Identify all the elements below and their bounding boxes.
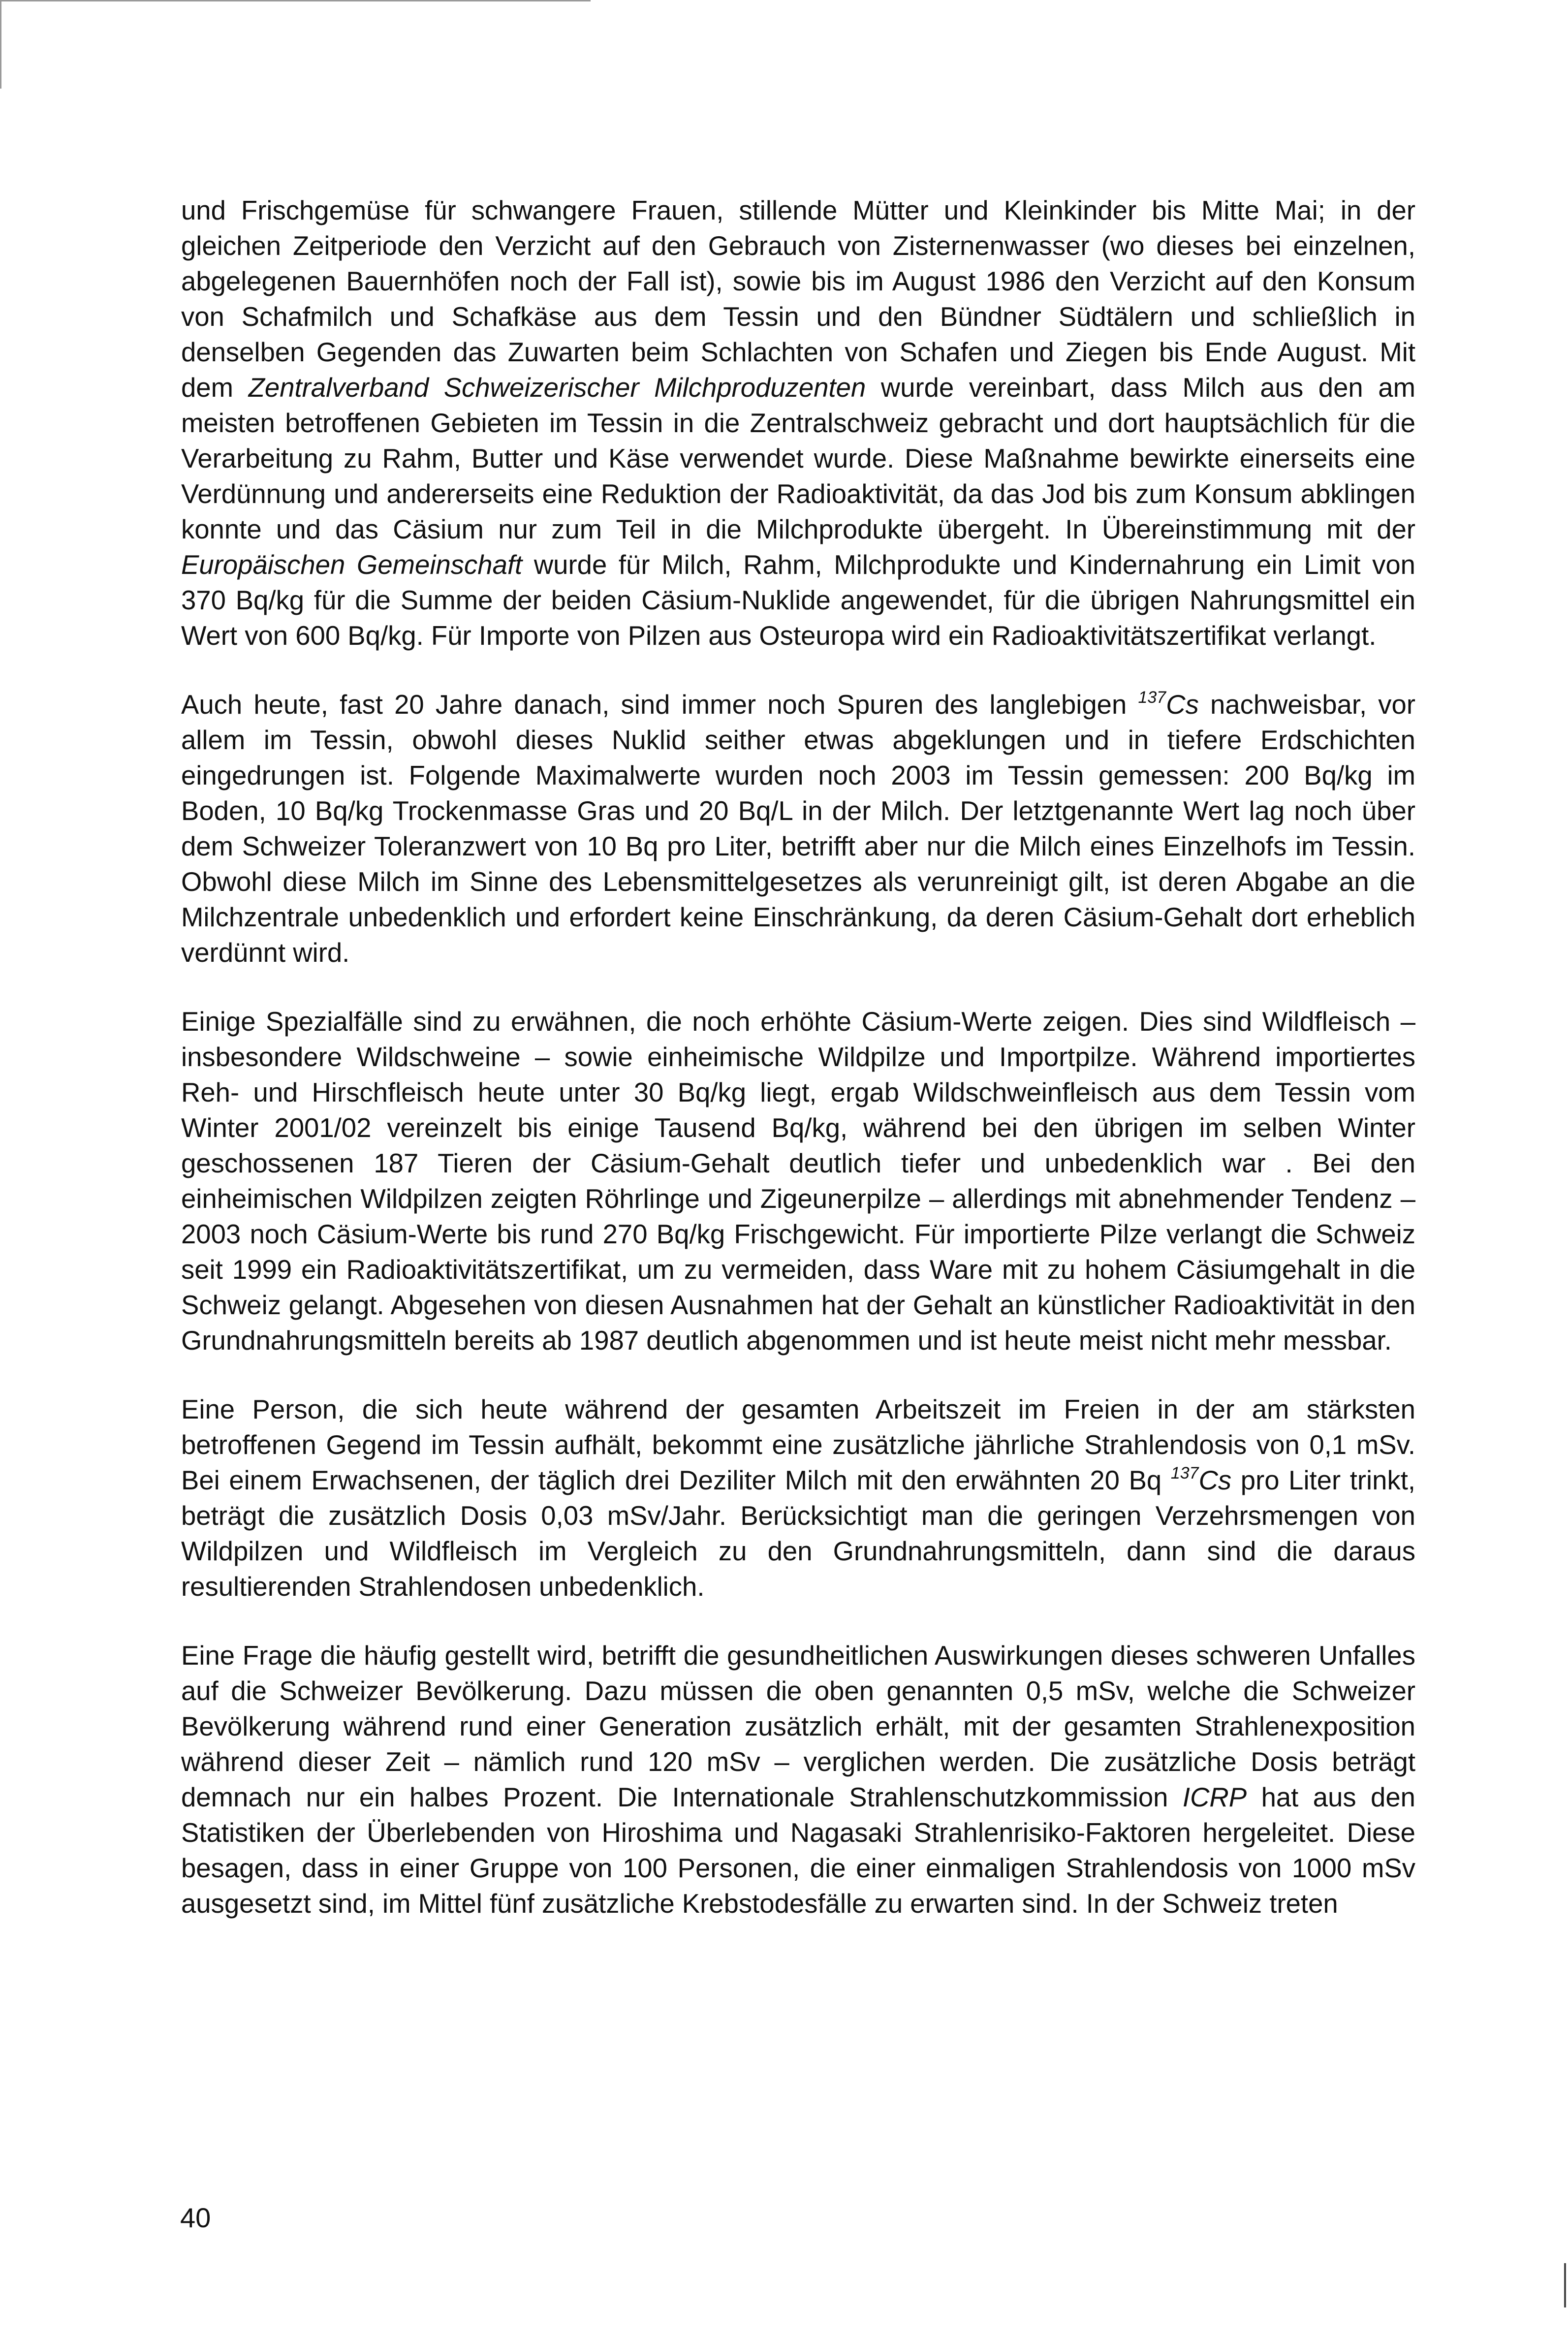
isotope-mass-number: 137 (1170, 1464, 1199, 1483)
italic-organisation-name: Europäischen Gemeinschaft (181, 550, 523, 580)
isotope-symbol: Cs (1198, 1465, 1232, 1495)
scan-edge-left (0, 0, 1, 89)
text-run: wurde für Milch, Rahm, Milchprodukte und Kindernahrung ein Limit von 370 Bq/kg für die Summe der beiden Cäsium-Nuklide angewendet, für die übrigen Nahrungsmittel ein Wert von 600 Bq/kg. Für Importe von Pilzen aus Osteuropa wird ein Radioaktivitätszertifikat verlangt. (181, 550, 1415, 651)
paragraph-5 (181, 1638, 1415, 1922)
text-run: Auch heute, fast 20 Jahre danach, sind immer noch Spuren des langlebigen (181, 690, 1138, 720)
italic-organisation-name: ICRP (1182, 1782, 1247, 1812)
page-number: 40 (180, 2202, 211, 2233)
text-run: wurde vereinbart, dass Milch aus den am meisten betroffenen Gebieten im Tessin in die Zentralschweiz gebracht und dort hauptsächlich für die Verarbeitung zu Rahm, Butter und Käse verwendet wurde. Diese Maßnahme bewirkte einerseits eine Verdünnung und andererseits eine Reduktion der Radioaktivität, da das Jod bis zum Konsum abklingen konnte und das Cäsium nur zum Teil in die Milchprodukte übergeht. In Übereinstimmung mit der (181, 373, 1415, 544)
paragraph-3 (181, 1004, 1415, 1358)
text-run: und Frischgemüse für schwangere Frauen, stillende Mütter und Kleinkinder bis Mitte Mai; in der gleichen Zeitperiode den Verzicht auf den Gebrauch von Zisternenwasser (wo dieses bei einzelnen, abgelegenen Bauernhöfen noch der Fall ist), sowie bis im August 1986 den Verzicht auf den Konsum von Schafmilch und Schafkäse aus dem Tessin und den Bündner Südtälern und schließlich in denselben Gegenden das Zuwarten beim Schlachten von Schafen und Ziegen bis Ende August. Mit dem (181, 195, 1415, 403)
text-run: hat aus den Statistiken der Überlebenden von Hiroshima und Nagasaki Strahlenrisiko-Faktoren hergeleitet. Diese besagen, dass in einer Gruppe von 100 Personen, die einer einmaligen Strahlendosis von 1000 mSv ausgesetzt sind, im Mittel fünf zusätzliche Krebstodesfälle zu erwarten sind. In der Schweiz treten (181, 1782, 1415, 1919)
isotope-mass-number: 137 (1138, 688, 1166, 707)
paragraph-4 (181, 1392, 1415, 1605)
text-run: Einige Spezialfälle sind zu erwähnen, die noch erhöhte Cäsium-Werte zeigen. Dies sind Wildfleisch – insbesondere Wildschweine – sowie einheimische Wildpilze und Importpilze. Während importiertes Reh- und Hirschfleisch heute unter 30 Bq/kg liegt, ergab Wildschweinfleisch aus dem Tessin vom Winter 2001/02 vereinzelt bis einige Tausend Bq/kg, während bei den übrigen im selben Winter geschossenen 187 Tieren der Cäsium-Gehalt deutlich tiefer und unbedenklich war . Bei den einheimischen Wildpilzen zeigten Röhrlinge und Zigeunerpilze – allerdings mit abnehmender Tendenz – 2003 noch Cäsium-Werte bis rund 270 Bq/kg Frischgewicht. Für importierte Pilze verlangt die Schweiz seit 1999 ein Radioaktivitätszertifikat, um zu vermeiden, dass Ware mit zu hohem Cäsiumgehalt in die Schweiz gelangt. Abgesehen von diesen Ausnahmen hat der Gehalt an künstlicher Radioaktivität in den Grundnahrungsmitteln bereits ab 1987 deutlich abgenommen und ist heute meist nicht mehr messbar. (181, 1007, 1415, 1356)
paragraph-2 (181, 687, 1415, 971)
isotope-symbol: Cs (1166, 690, 1199, 720)
italic-organisation-name: Zentralverband Schweizerischer Milchproduzenten (248, 373, 866, 403)
document-body (181, 193, 1415, 1955)
text-run: Eine Person, die sich heute während der gesamten Arbeitszeit im Freien in der am stärksten betroffenen Gegend im Tessin aufhält, bekommt eine zusätzliche jährliche Strahlendosis von 0,1 mSv. Bei einem Erwachsenen, der täglich drei Deziliter Milch mit den erwähnten 20 Bq (181, 1394, 1415, 1495)
scan-edge-top (0, 0, 591, 1)
text-run: nachweisbar, vor allem im Tessin, obwohl dieses Nuklid seither etwas abgeklungen und in tiefere Erdschichten eingedrungen ist. Folgende Maximalwerte wurden noch 2003 im Tessin gemessen: 200 Bq/kg im Boden, 10 Bq/kg Trockenmasse Gras und 20 Bq/L in der Milch. Der letztgenannte Wert lag noch über dem Schweizer Toleranzwert von 10 Bq pro Liter, betrifft aber nur die Milch eines Einzelhofs im Tessin. Obwohl diese Milch im Sinne des Lebensmittelgesetzes als verunreinigt gilt, ist deren Abgabe an die Milchzentrale unbedenklich und erfordert keine Einschränkung, da deren Cäsium-Gehalt dort erheblich verdünnt wird. (181, 690, 1415, 968)
scan-edge-right (1564, 2263, 1566, 2307)
text-run: pro Liter trinkt, beträgt die zusätzlich Dosis 0,03 mSv/Jahr. Berücksichtigt man die geringen Verzehrsmengen von Wildpilzen und Wildfleisch im Vergleich zu den Grundnahrungsmitteln, dann sind die daraus resultierenden Strahlendosen unbedenklich. (181, 1465, 1415, 1602)
text-run: Eine Frage die häufig gestellt wird, betrifft die gesundheitlichen Auswirkungen dieses schweren Unfalles auf die Schweizer Bevölkerung. Dazu müssen die oben genannten 0,5 mSv, welche die Schweizer Bevölkerung während rund einer Generation zusätzlich erhält, mit der gesamten Strahlenexposition während dieser Zeit – nämlich rund 120 mSv – verglichen werden. Die zusätzliche Dosis beträgt demnach nur ein halbes Prozent. Die Internationale Strahlenschutzkommission (181, 1641, 1415, 1812)
paragraph-1 (181, 193, 1415, 654)
